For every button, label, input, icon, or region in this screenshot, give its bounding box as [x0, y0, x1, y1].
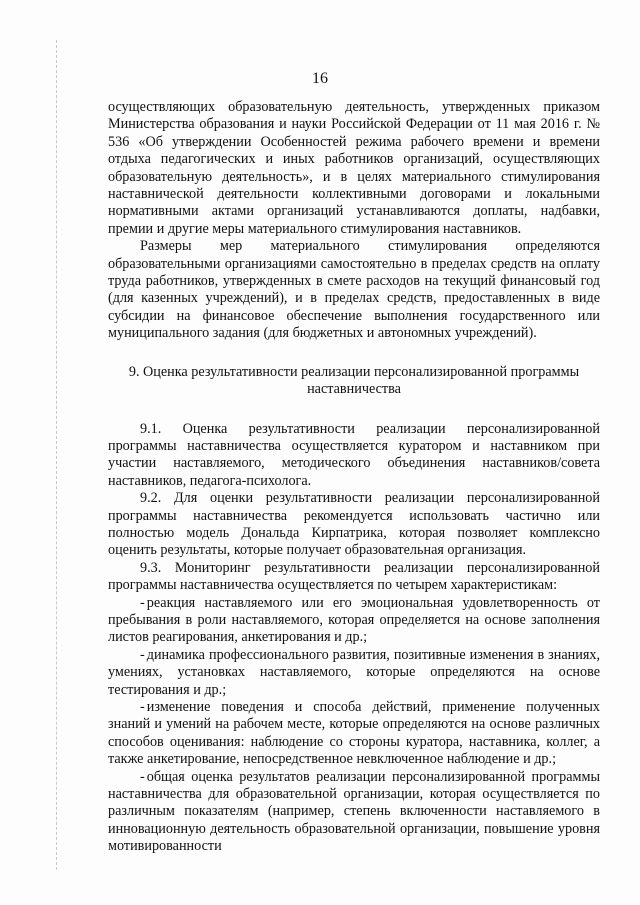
paragraph-9-1: 9.1. Оценка результативности реализации персонализированной программы наставничества осуществляется куратором и наставником при участии наставляемого, методического объединения наставников/совета наставников, педагога-психолога.	[108, 420, 600, 489]
list-dash: -	[140, 699, 145, 715]
paragraph-continuation: осуществляющих образовательную деятельность, утвержденных приказом Министерства образования и науки Российской Федерации от 11 мая 2016 г. № 536 «Об утверждении Особенностей режима рабочего времени и времени отдыха педагогических и иных работников организаций, осуществляющих образовательную деятельность», и в целях материального стимулирования наставнической деятельности коллективными договорами и локальными нормативными актами организаций устанавливаются доплаты, надбавки, премии и другие меры материального стимулирования наставников.	[108, 99, 600, 237]
evaluation-criteria-list	[108, 595, 600, 856]
binding-margin-line	[56, 40, 57, 870]
list-item-text: реакция наставляемого или его эмоциональная удовлетворенность от пребывания в роли наставляемого, которая определяется на основе заполнения листов реагирования, анкетирования и др.;	[108, 594, 600, 646]
document-body	[108, 99, 600, 856]
paragraph-incentive-sizes: Размеры мер материального стимулирования определяются образовательными организациями самостоятельно в пределах средств на оплату труда работников, утвержденных в смете расходов на текущий финансовый год (для казенных учреждений), и в пределах средств, предоставленных в виде субсидии на финансовое обеспечение выполнения государственного или муниципального задания (для бюджетных и автономных учреждений).	[108, 238, 600, 342]
list-dash: -	[140, 646, 145, 663]
list-item	[108, 769, 600, 856]
page-number: 16	[312, 70, 328, 87]
list-item	[108, 595, 600, 647]
paragraph-9-2: 9.2. Для оценки результативности реализации персонализированной программы наставничества рекомендуется использовать частично или полностью модель Дональда Кирпатрика, которая позволяет комплексно оценить результаты, которые получает образовательная организация.	[108, 490, 600, 559]
paragraph-9-3: 9.3. Мониторинг результативности реализации персонализированной программы наставничества осуществляется по четырем характеристикам:	[108, 559, 600, 594]
list-item-text: динамика профессионального развития, позитивные изменения в знаниях, умениях, установках наставляемого, которые определяются на основе тестирования и др.;	[108, 646, 600, 698]
list-item	[108, 647, 600, 699]
list-item	[108, 699, 600, 769]
list-dash: -	[140, 768, 145, 785]
list-dash: -	[140, 594, 145, 611]
list-item-text: изменение поведения и способа действий, применение полученных знаний и умений на рабочем месте, которые определяются на основе различных способов оценивания: наблюдение со стороны куратора, наставника, коллег, а также анкетирование, непосредственное невключенное наблюдение и др.;	[108, 699, 600, 768]
list-item-text: общая оценка результатов реализации персонализированной программы наставничества для образовательной организации, которая осуществляется по различным показателям (например, степень включенности наставляемого в инновационную деятельность образовательной организации, повышение уровня мотивированности	[108, 768, 600, 855]
section-heading: 9. Оценка результативности реализации персонализированной программы наставничества	[128, 363, 580, 398]
